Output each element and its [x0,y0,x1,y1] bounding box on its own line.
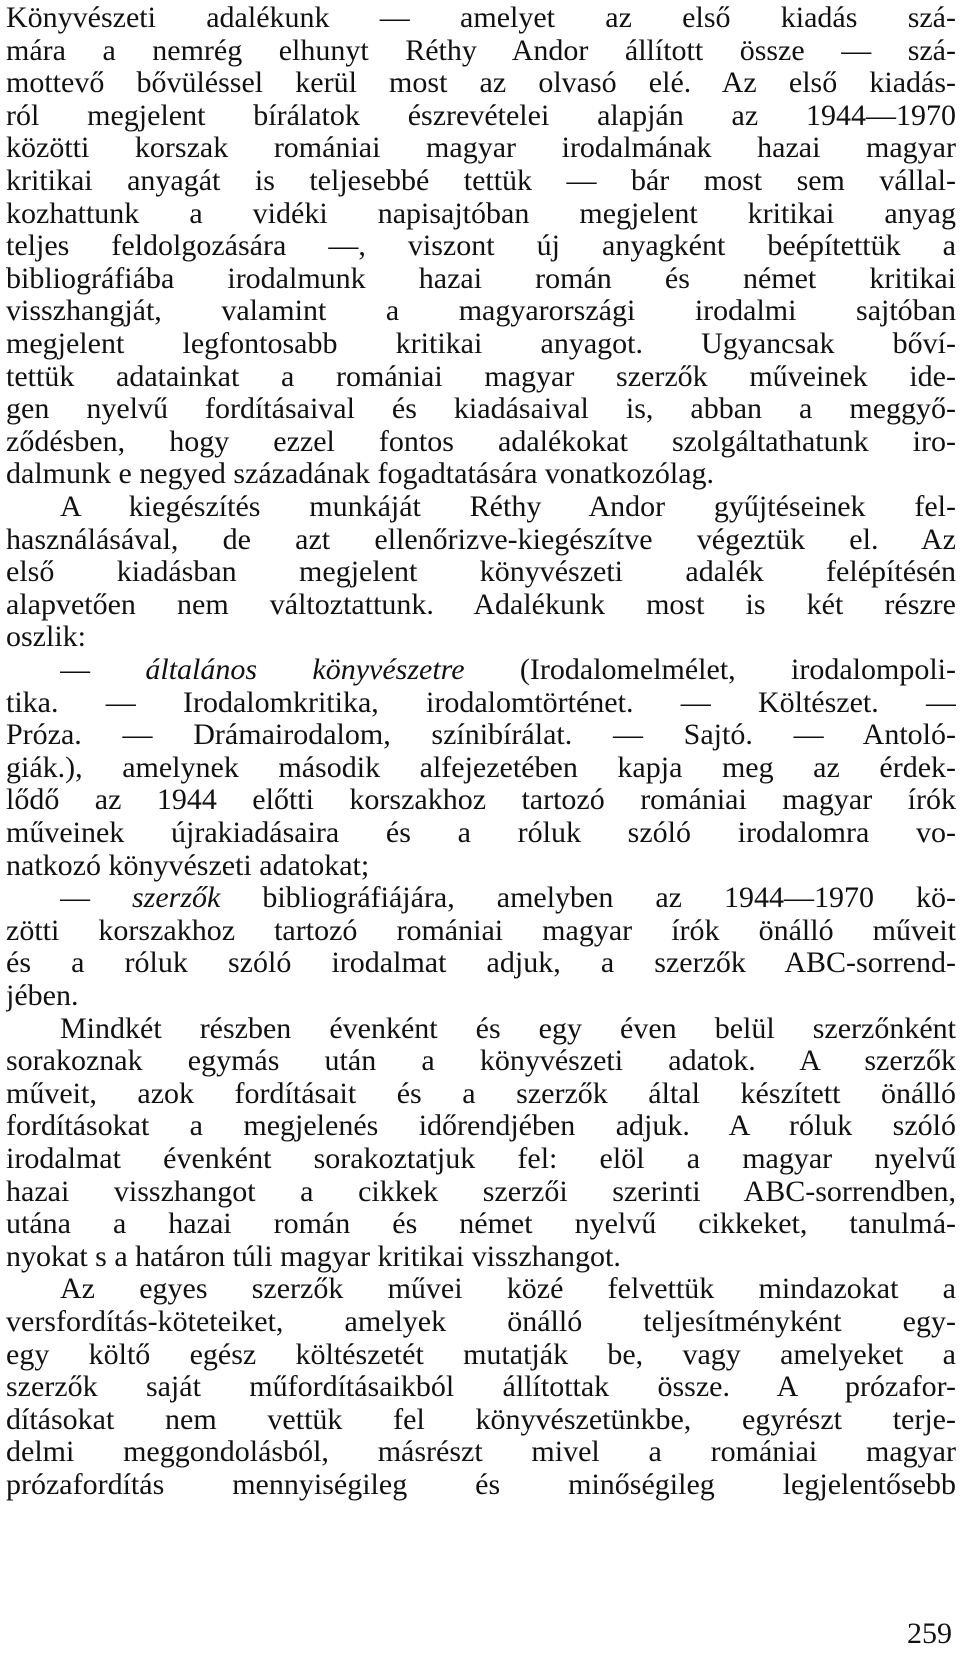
text-line: első kiadásban megjelent könyvészeti adalék felépítésén [6,555,956,589]
text-line: utána a hazai román és német nyelvű cikkeket, tanulmá- [6,1207,956,1241]
paragraph-end-line: oszlik: [6,620,86,654]
text-line: hazai visszhangot a cikkek szerzői szerinti ABC-sorrendben, [6,1174,956,1208]
text-line: tettük adatainkat a romániai magyar szerzők műveinek ide- [6,359,956,393]
text-line: ról megjelent bírálatok észrevételei alapján az 1944—1970 [6,98,956,132]
text-line: fordításokat a megjelenés időrendjében adjuk. A róluk szóló [6,1109,956,1143]
text-line: versfordítás-köteteiket, amelyek önálló teljesítményként egy- [6,1305,956,1338]
text-line: gen nyelvű fordításaival és kiadásaival is, abban a meggyő- [6,392,956,426]
paragraph-end-line: jében. [6,979,79,1012]
text-line: műveinek újrakiadásaira és a róluk szóló irodalomra vo- [6,816,956,849]
text-line: lődő az 1944 előtti korszakhoz tartozó romániai magyar írók [6,783,956,817]
text-line: giák.), amelynek második alfejezetében kapja meg az érdek- [6,750,956,784]
list-item-authors-bibliography: — szerzők bibliográfiájára, amelyben az 1944—1970 kö- [60,881,956,915]
text-line: ződésben, hogy ezzel fontos adalékokat szolgáltathatunk iro- [6,424,956,458]
text-line: szerzők saját műfordításaikból állítottak össze. A prózafor- [6,1370,956,1404]
text-line: bibliográfiába irodalmunk hazai román és német kritikai [6,261,956,295]
paragraph-first-line: Mindkét részben évenként és egy éven belül szerzőnként [60,1011,956,1045]
text-line: teljes feldolgozására —, viszont új anyagként beépítettük a [6,229,956,263]
page-number: 259 [907,1617,952,1650]
text-line: mára a nemrég elhunyt Réthy Andor állított össze — szá- [6,33,956,67]
text-line: egy költő egész költészetét mutatják be, vagy amelyeket a [6,1337,956,1371]
text-line: delmi meggondolásból, másrészt mivel a romániai magyar [6,1435,956,1469]
paragraph-end-line: natkozó könyvészeti adatokat; [6,848,370,882]
text-line: tika. — Irodalomkritika, irodalomtörténet. — Költészet. — [6,685,956,719]
italic-phrase: szerzők [132,881,221,915]
text-line: Próza. — Drámairodalom, színibírálat. — Sajtó. — Antoló- [6,718,956,752]
text-line: műveit, azok fordításait és a szerzők által készített önálló [6,1076,956,1110]
text-line: közötti korszak romániai magyar irodalmának hazai magyar [6,131,956,165]
text-line: használásával, de azt ellenőrizve-kiegészítve végeztük el. Az [6,522,956,556]
text-line: és a róluk szóló irodalmat adjuk, a szerzők ABC-sorrend- [6,946,956,980]
paragraph-first-line: A kiegészítés munkáját Réthy Andor gyűjtéseinek fel- [60,490,956,523]
text-line: visszhangját, valamint a magyarországi irodalmi sajtóban [6,294,956,328]
text-line: kritikai anyagát is teljesebbé tettük — bár most sem vállal- [6,164,956,197]
text-line: sorakoznak egymás után a könyvészeti adatok. A szerzők [6,1044,956,1078]
text-line: irodalmat évenként sorakoztatjuk fel: elöl a magyar nyelvű [6,1142,956,1175]
text-line: prózafordítás mennyiségileg és minőségileg legjelentősebb [6,1468,956,1501]
text-line: zötti korszakhoz tartozó romániai magyar írók önálló műveit [6,913,956,947]
text-line: dításokat nem vettük fel könyvészetünkbe, egyrészt terje- [6,1402,956,1436]
italic-phrase: általános könyvészetre [145,653,465,686]
text-line: mottevő bővüléssel kerül most az olvasó elé. Az első kiadás- [6,66,956,100]
paragraph-end-line: nyokat s a határon túli magyar kritikai visszhangot. [6,1239,621,1273]
text-line: megjelent legfontosabb kritikai anyagot. Ugyancsak bőví- [6,327,956,360]
text-line: kozhattunk a vidéki napisajtóban megjelent kritikai anyag [6,196,956,230]
paragraph-first-line: Az egyes szerzők művei közé felvettük mindazokat a [60,1272,956,1306]
paragraph-end-line: dalmunk e negyed századának fogadtatására vonatkozólag. [6,457,715,491]
text-line: alapvetően nem változtattunk. Adalékunk most is két részre [6,587,956,621]
text-line: Könyvészeti adalékunk — amelyet az első kiadás szá- [6,1,956,34]
list-item-general-bibliography: — általános könyvészetre (Irodalomelmélet, irodalompoli- [60,653,956,686]
